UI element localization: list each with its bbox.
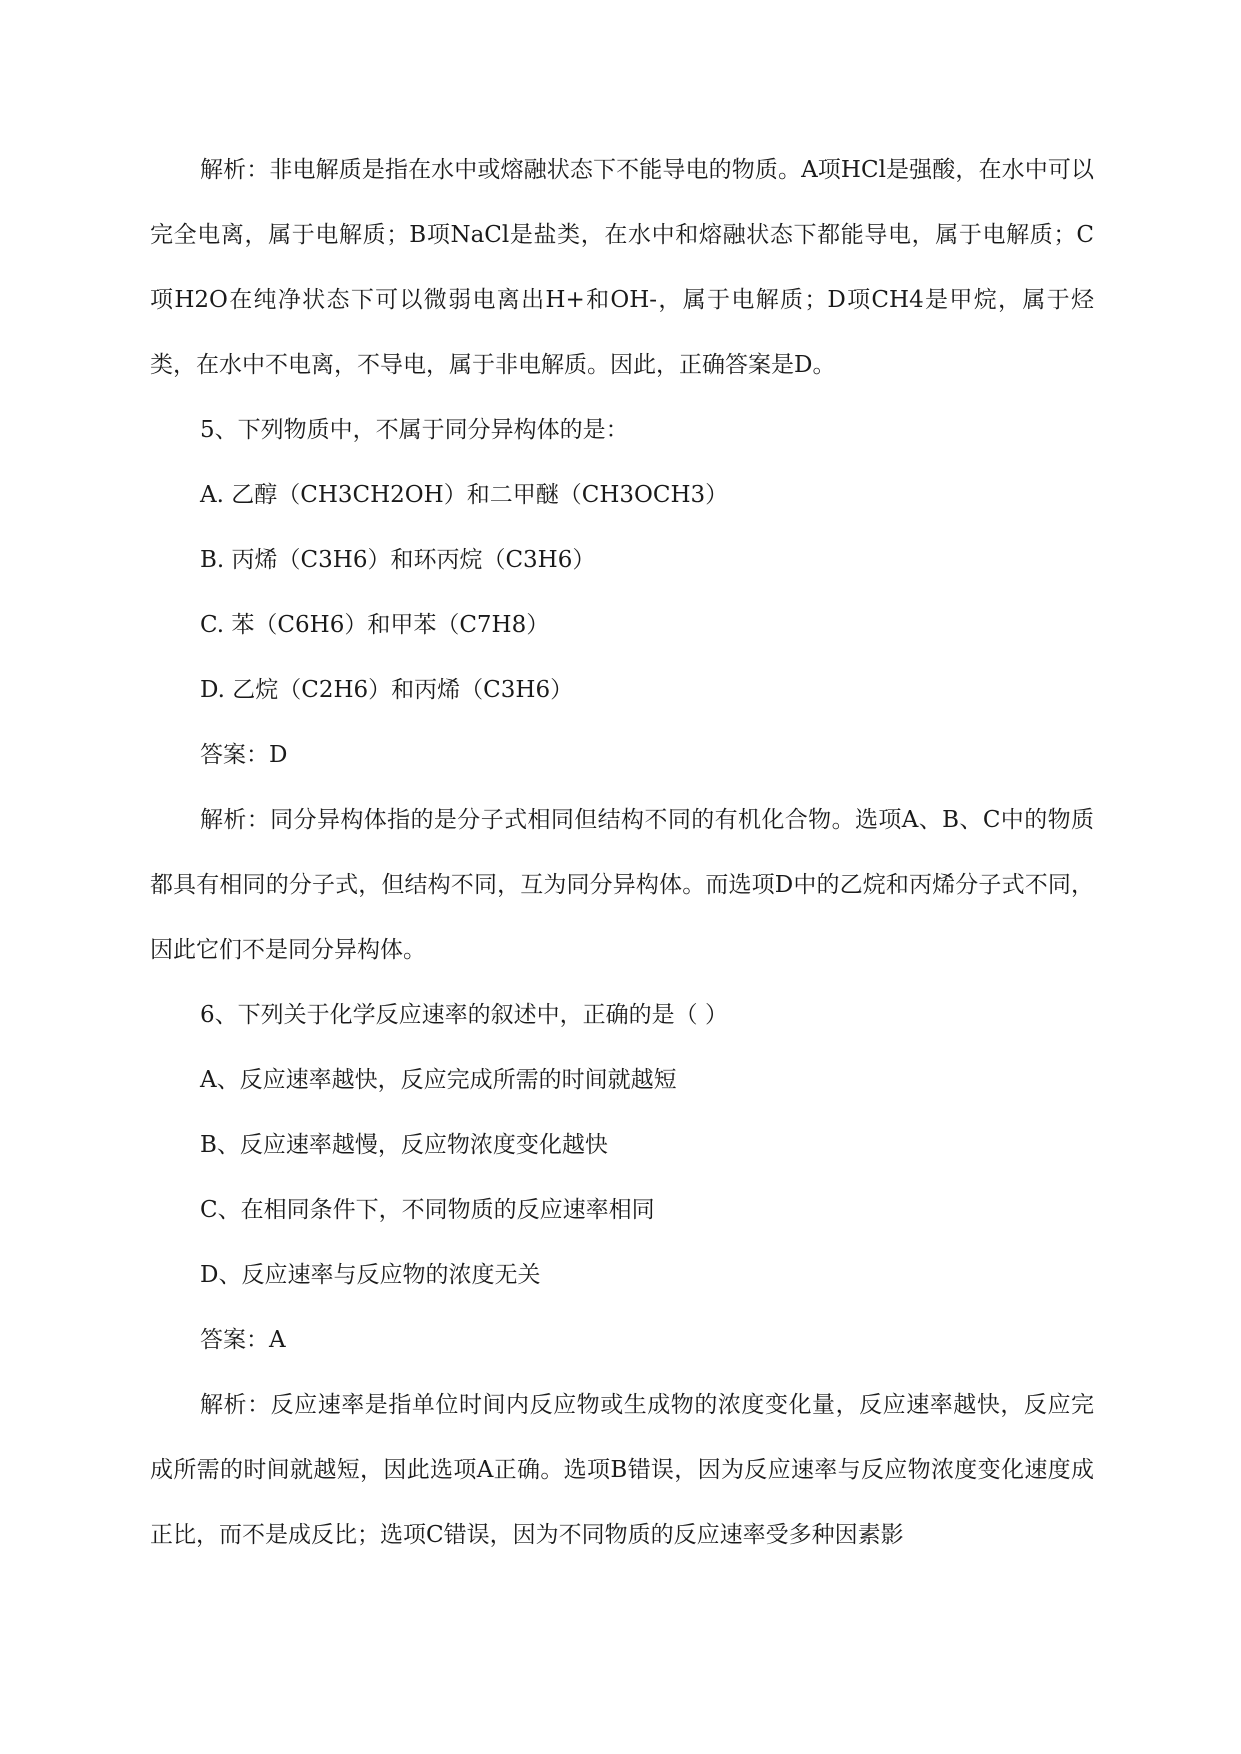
- q6-option-b: B、反应速率越慢，反应物浓度变化越快: [200, 1132, 608, 1158]
- q6-option-d: D、反应速率与反应物的浓度无关: [200, 1262, 541, 1288]
- q6-option-c: C、在相同条件下，不同物质的反应速率相同: [200, 1197, 655, 1223]
- q5-answer: 答案：D: [200, 742, 288, 768]
- q6-answer: 答案：A: [200, 1327, 286, 1353]
- q6-analysis: 解析：反应速率是指单位时间内反应物或生成物的浓度变化量，反应速率越快，反应完成所需的时间就越短，因此选项A正确。选项B错误，因为反应速率与反应物浓度变化速度成正比，而不是成反比；选项C错误，因为不同物质的反应速率受多种因素影: [150, 1392, 1094, 1548]
- document-page: [150, 138, 1094, 1568]
- analysis-q4: 解析：非电解质是指在水中或熔融状态下不能导电的物质。A项HCl是强酸，在水中可以完全电离，属于电解质；B项NaCl是盐类，在水中和熔融状态下都能导电，属于电解质；C项H2O在纯净状态下可以微弱电离出H+和OH-，属于电解质；D项CH4是甲烷，属于烃类，在水中不电离，不导电，属于非电解质。因此，正确答案是D。: [150, 157, 1094, 378]
- question-6: 6、下列关于化学反应速率的叙述中，正确的是（ ）: [200, 1002, 728, 1028]
- q5-option-d: D. 乙烷（C2H6）和丙烯（C3H6）: [200, 677, 574, 703]
- q5-option-c: C. 苯（C6H6）和甲苯（C7H8）: [200, 612, 550, 638]
- question-5: 5、下列物质中，不属于同分异构体的是：: [200, 417, 629, 443]
- q5-option-a: A. 乙醇（CH3CH2OH）和二甲醚（CH3OCH3）: [200, 482, 729, 508]
- q5-analysis: 解析：同分异构体指的是分子式相同但结构不同的有机化合物。选项A、B、C中的物质都具有相同的分子式，但结构不同，互为同分异构体。而选项D中的乙烷和丙烯分子式不同，因此它们不是同分异构体。: [150, 807, 1094, 963]
- q6-option-a: A、反应速率越快，反应完成所需的时间就越短: [200, 1067, 677, 1093]
- q5-option-b: B. 丙烯（C3H6）和环丙烷（C3H6）: [200, 547, 596, 573]
